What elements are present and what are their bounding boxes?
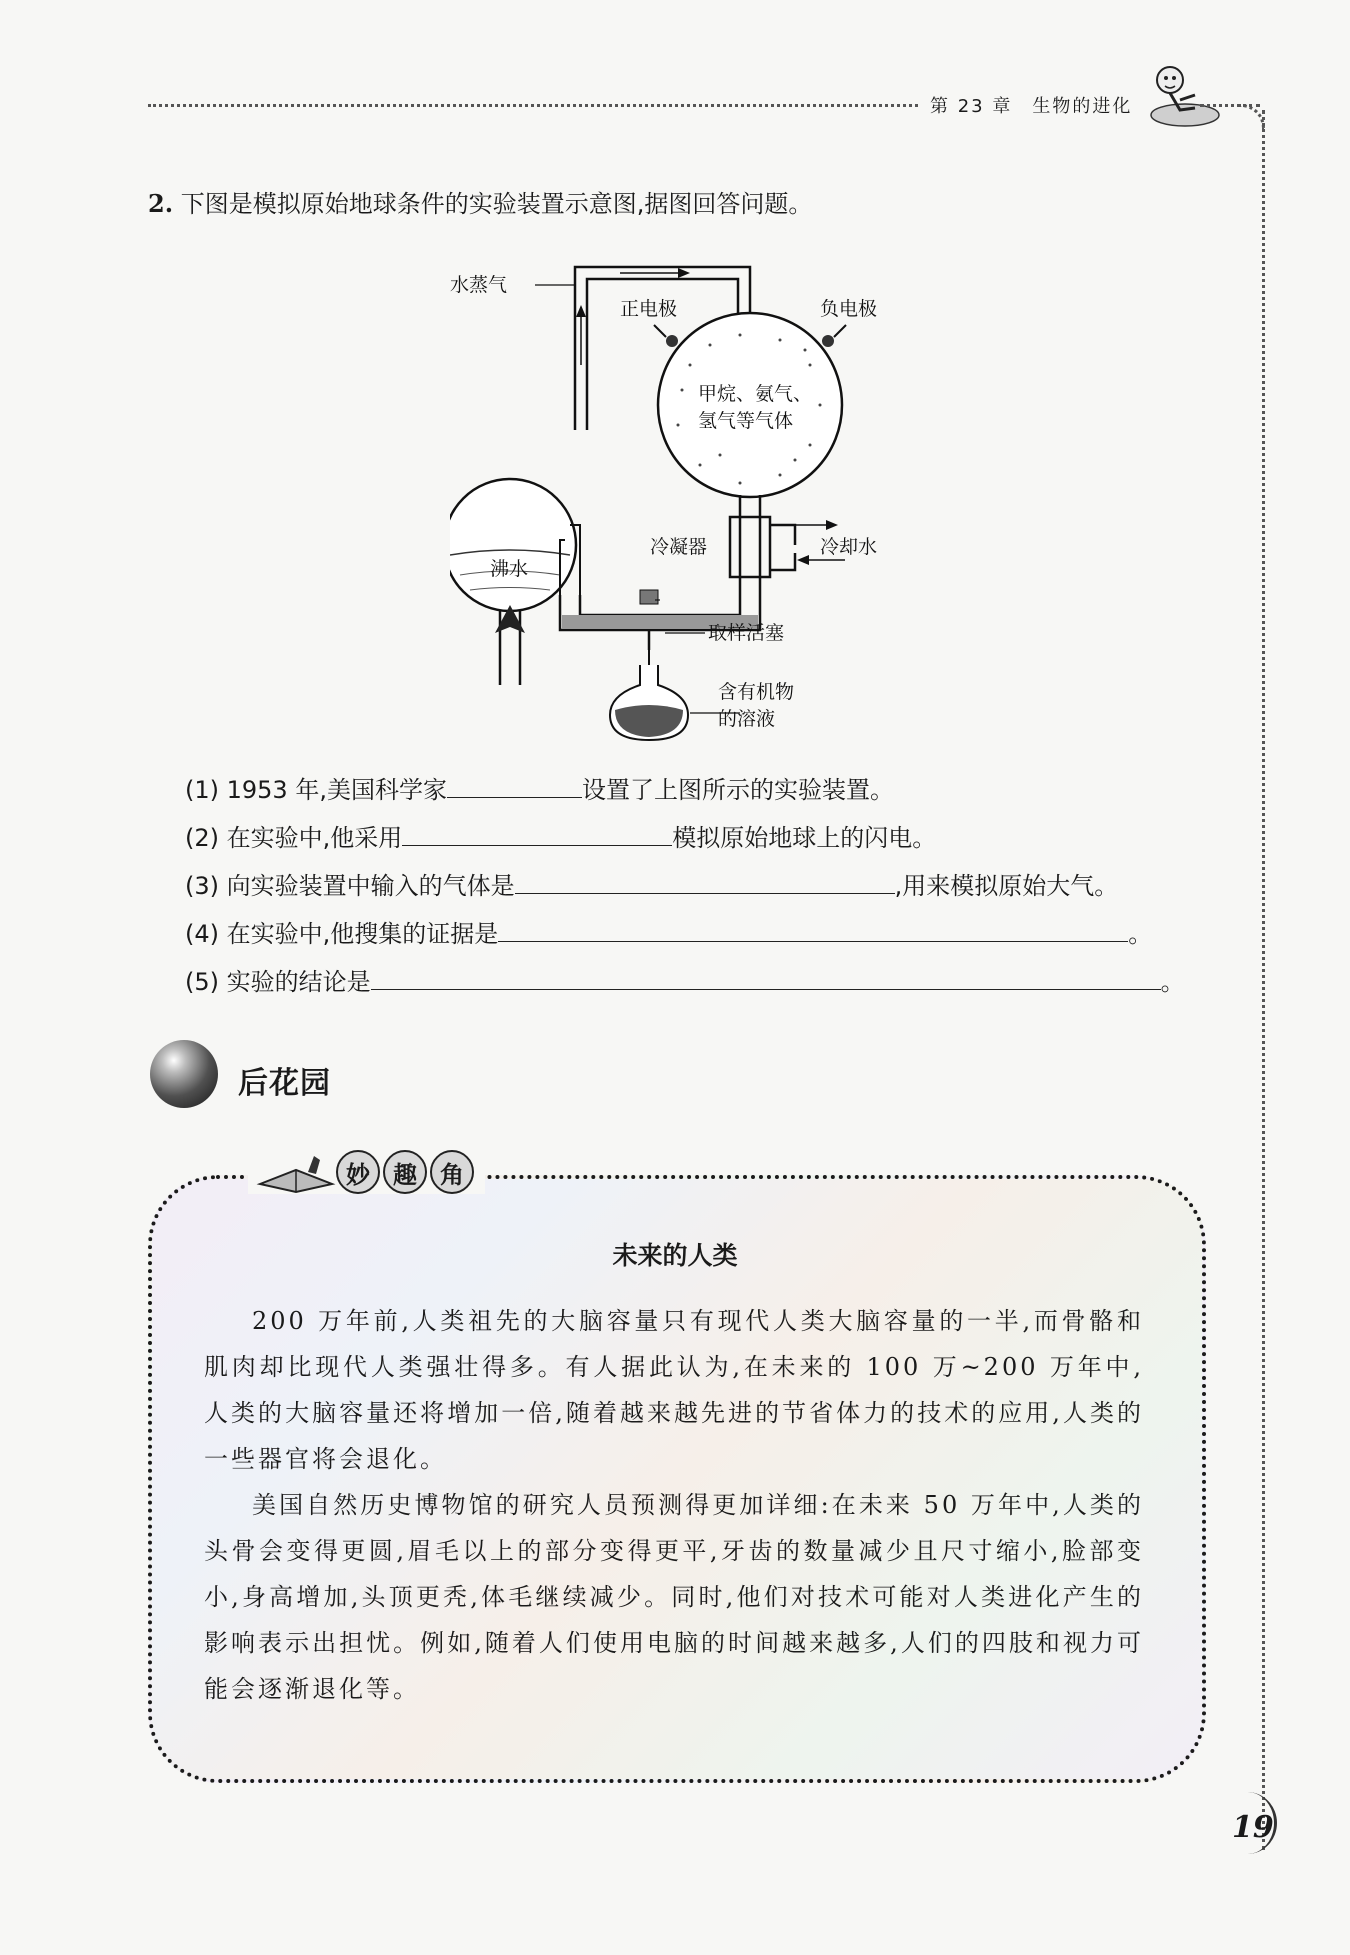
story-paragraph: 200 万年前,人类祖先的大脑容量只有现代人类大脑容量的一半,而骨骼和肌肉却比现代人类强壮得多。有人据此认为,在未来的 100 万~200 万年中,人类的大脑容量还将增加一倍,随着越来越先进的节省体力的技术的应用,人类的一些器官将会退化。 [204,1307,1144,1473]
badge-char-1: 妙 [336,1150,380,1194]
question-2 [148,184,812,219]
sub-question-3 [185,866,1118,901]
question-number: 2. [148,189,174,218]
section-title: 后花园 [238,1066,331,1101]
sub-question-1 [185,770,894,805]
chapter-heading: 第 23 章 生物的进化 [930,96,1133,117]
label-condenser: 冷凝器 [650,536,708,558]
label-solution-2: 的溶液 [718,708,776,730]
header-dotted-rule [148,104,918,107]
sub-question-2-suffix: 模拟原始地球上的闪电。 [672,824,937,852]
story-body [204,1298,1144,1712]
fun-corner-label [248,1150,485,1194]
label-steam: 水蒸气 [450,274,508,296]
open-book-icon [256,1150,336,1194]
sub-question-4-suffix: 。 [1128,920,1153,948]
story-paragraph: 美国自然历史博物馆的研究人员预测得更加详细:在未来 50 万年中,人类的头骨会变得更圆,眉毛以上的部分变得更平,牙齿的数量减少且尺寸缩小,脸部变小,身高增加,头顶更秃,体毛继续减少。同时,他们对技术可能对人类进化产生的影响表示出担忧。例如,随着人们使用电脑的时间越来越多,人们的四肢和视力可能会逐渐退化等。 [204,1491,1144,1703]
label-sampling-valve: 取样活塞 [708,622,785,644]
sub-question-1-suffix: 设置了上图所示的实验装置。 [581,776,894,804]
answer-blank-5[interactable] [371,967,1161,990]
label-solution-1: 含有机物 [718,681,795,703]
label-gases-1: 甲烷、氨气、 [698,383,813,405]
sub-question-1-text: (1) 1953 年,美国科学家 [185,776,447,804]
sub-question-5-suffix: 。 [1160,968,1185,996]
sub-question-4-text: (4) 在实验中,他搜集的证据是 [185,920,499,948]
mascot-icon [1140,60,1220,130]
answer-blank-3[interactable] [515,871,895,894]
sub-question-2-text: (2) 在实验中,他采用 [185,824,403,852]
section-ball-icon [150,1040,218,1108]
page-number: 19 [1232,1810,1274,1845]
sub-question-2 [185,818,936,853]
answer-blank-2[interactable] [402,823,672,846]
badge-char-2: 趣 [383,1150,427,1194]
sub-question-5-text: (5) 实验的结论是 [185,968,371,996]
question-text: 下图是模拟原始地球条件的实验装置示意图,据图回答问题。 [180,190,813,218]
label-gases-2: 氢气等气体 [698,410,794,432]
answer-blank-1[interactable] [447,775,582,798]
right-dotted-border [1262,110,1265,1850]
sub-question-4 [185,914,1152,949]
label-cooling-water: 冷却水 [820,536,878,558]
label-boiling-water: 沸水 [490,558,529,580]
badge-char-3: 角 [430,1150,474,1194]
label-positive-electrode: 正电极 [620,298,678,320]
sub-question-5 [185,962,1185,997]
sub-question-3-suffix: ,用来模拟原始大气。 [894,872,1119,900]
sub-question-3-text: (3) 向实验装置中输入的气体是 [185,872,515,900]
answer-blank-4[interactable] [498,919,1128,942]
miller-apparatus-diagram [450,255,910,745]
border-corner [1238,104,1265,131]
label-negative-electrode: 负电极 [820,298,878,320]
story-title: 未来的人类 [612,1241,738,1270]
